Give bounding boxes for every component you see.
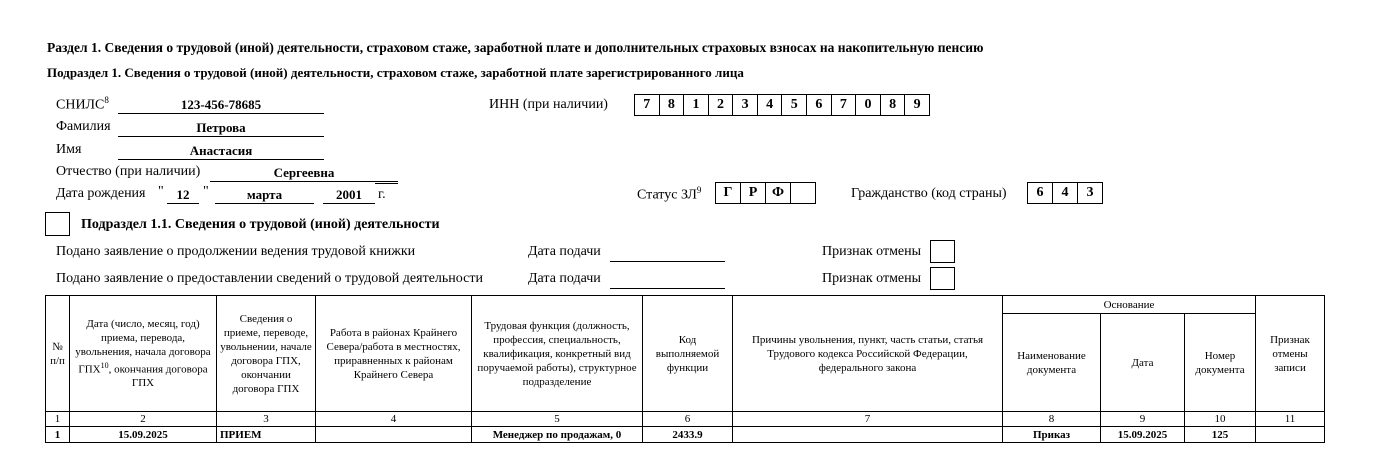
subsection-heading: Подраздел 1. Сведения о трудовой (иной) деятельности, страховом стаже, заработной плате зарегистрированного лица (47, 65, 744, 80)
status-boxes[interactable] (715, 182, 816, 204)
patronymic-label: Отчество (при наличии) (56, 164, 201, 179)
row1-cancel-label: Признак отмены (822, 244, 922, 259)
birth-year-field[interactable]: 2001 (323, 186, 375, 204)
inn-digit-box[interactable]: 3 (732, 95, 757, 115)
inn-digit-box[interactable]: 8 (659, 95, 684, 115)
row-north-cell[interactable] (316, 427, 472, 443)
inn-boxes[interactable] (634, 94, 930, 116)
row1-date-field[interactable] (610, 261, 725, 262)
snils-label: СНИЛС$^8$ (56, 95, 109, 113)
name-field[interactable]: Анастасия (118, 142, 324, 160)
row-num-cell[interactable]: 1 (46, 427, 70, 443)
status-letter-box[interactable] (790, 183, 815, 203)
inn-digit-box[interactable]: 1 (683, 95, 708, 115)
citizenship-digit-box[interactable]: 3 (1077, 183, 1102, 203)
header-doc-name: Наименование документа (1003, 314, 1101, 412)
inn-digit-box[interactable]: 0 (855, 95, 880, 115)
row2-date-field[interactable] (610, 288, 725, 289)
header-north: Работа в районах Крайнего Севера/работа в местностях, приравненных к районам Крайнего Севера (316, 296, 472, 412)
col-number: 6 (643, 412, 733, 427)
row-doc-num-cell[interactable]: 125 (1185, 427, 1256, 443)
row-date-cell[interactable]: 15.09.2025 (70, 427, 217, 443)
header-cancel: Признак отмены записи (1256, 296, 1325, 412)
citizenship-boxes[interactable] (1027, 182, 1103, 204)
table-row (46, 427, 1325, 443)
inn-digit-box[interactable]: 6 (806, 95, 831, 115)
row1-date-label: Дата подачи (528, 244, 601, 259)
inn-digit-box[interactable]: 9 (904, 95, 929, 115)
row-cancel-cell[interactable] (1256, 427, 1325, 443)
header-code: Код выполняемой функции (643, 296, 733, 412)
patronymic-field[interactable]: Сергеевна (210, 164, 398, 182)
activity-table (45, 295, 1325, 443)
subsection-title: Подраздел 1.1. Сведения о трудовой (иной) деятельности (81, 217, 440, 232)
col-number: 5 (472, 412, 643, 427)
col-number: 10 (1185, 412, 1256, 427)
status-label: Статус $ЗЛ^9$ (637, 185, 702, 203)
header-event: Сведения о приеме, переводе, увольнении, начале договора ГПХ, окончании договора ГПХ (217, 296, 316, 412)
inn-digit-box[interactable]: 5 (781, 95, 806, 115)
row2-cancel-label: Признак отмены (822, 271, 922, 286)
inn-digit-box[interactable]: 2 (708, 95, 733, 115)
inn-digit-box[interactable]: 7 (831, 95, 856, 115)
header-doc-date: Дата (1101, 314, 1185, 412)
birth-day-field[interactable]: 12 (167, 186, 199, 204)
row-position-cell[interactable]: Менеджер по продажам, 0 (472, 427, 643, 443)
row-doc-date-cell[interactable]: 15.09.2025 (1101, 427, 1185, 443)
row2-date-label: Дата подачи (528, 271, 601, 286)
inn-digit-box[interactable]: 4 (757, 95, 782, 115)
row2-cancel-checkbox[interactable] (930, 267, 955, 290)
birth-month-field[interactable]: марта (215, 186, 314, 204)
status-letter-box[interactable]: Ф (765, 183, 790, 203)
continue-workbook-text: Подано заявление о продолжении ведения трудовой книжки (56, 244, 416, 259)
birth-quote-open: " (158, 184, 164, 199)
year-suffix: г. (378, 187, 386, 202)
header-reason: Причины увольнения, пункт, часть статьи, статья Трудового кодекса Российской Федерации, федерального закона (733, 296, 1003, 412)
row1-cancel-checkbox[interactable] (930, 240, 955, 263)
row-doc-name-cell[interactable]: Приказ (1003, 427, 1101, 443)
header-doc-num: Номер документа (1185, 314, 1256, 412)
header-basis: Основание (1003, 296, 1256, 314)
col-number: 7 (733, 412, 1003, 427)
inn-digit-box[interactable]: 8 (880, 95, 905, 115)
header-date: Дата (число, месяц, год) приема, перевода, увольнения, начала договора ГПХ$^{10}$, окончания договора ГПХ (70, 296, 217, 412)
row-reason-cell[interactable] (733, 427, 1003, 443)
citizenship-digit-box[interactable]: 4 (1052, 183, 1077, 203)
surname-field[interactable]: Петрова (118, 119, 324, 137)
row-event-cell[interactable]: ПРИЕМ (217, 427, 316, 443)
provide-info-text: Подано заявление о предоставлении сведений о трудовой деятельности (56, 271, 483, 286)
inn-digit-box[interactable]: 7 (643, 97, 651, 112)
birth-line-extension (375, 183, 398, 184)
column-numbers-row (46, 412, 1325, 427)
status-letter-box[interactable]: Р (740, 183, 765, 203)
col-number: 1 (46, 412, 70, 427)
col-number: 11 (1256, 412, 1325, 427)
status-letter-box[interactable]: Г (723, 185, 733, 200)
col-number: 9 (1101, 412, 1185, 427)
birth-label: Дата рождения (56, 186, 146, 201)
birth-quote-close: " (203, 184, 209, 199)
col-number: 8 (1003, 412, 1101, 427)
col-number: 2 (70, 412, 217, 427)
citizenship-digit-box[interactable]: 6 (1036, 185, 1044, 200)
inn-label: ИНН (при наличии) (489, 97, 608, 112)
header-function: Трудовая функция (должность, профессия, специальность, квалификация, конкретный вид поручаемой работы), структурное подразделение (472, 296, 643, 412)
snils-field[interactable]: 123-456-78685 (118, 96, 324, 114)
citizenship-label: Гражданство (код страны) (851, 186, 1007, 201)
section-heading: Раздел 1. Сведения о трудовой (иной) деятельности, страховом стаже, заработной плате и дополнительных страховых взносах на накопительную пенсию (47, 40, 984, 55)
col-number: 4 (316, 412, 472, 427)
header-num: № п/п (46, 296, 70, 412)
row-code-cell[interactable]: 2433.9 (643, 427, 733, 443)
name-label: Имя (56, 142, 82, 157)
surname-label: Фамилия (56, 119, 111, 134)
col-number: 3 (217, 412, 316, 427)
subsection-checkbox[interactable] (45, 212, 70, 236)
